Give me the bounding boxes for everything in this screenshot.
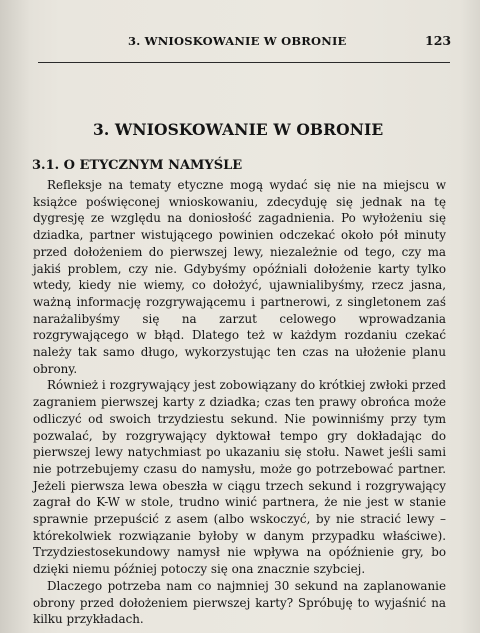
paragraph-2: Również i rozgrywający jest zobowiązany do krótkiej zwłoki przed zagraniem pierwszej karty z dziadka; czas ten prawy obrońca może odliczyć od swoich trzydziestu sekund. Nie powinniśmy przy tym pozwalać, by rozgrywający dyktował tempo gry dokładając do pierwszej lewy natychmiast po ukazaniu się stołu. Nawet jeśli sami nie potrzebujemy czasu do namysłu, może go potrzebować partner. Jeżeli pierwsza lewa obeszła w ciągu trzech sekund i rozgrywający zagrał do K-W w stole, trudno winić partnera, że nie jest w stanie sprawnie przepuścić z asem (albo wskoczyć, by nie stracić lewy – którekolwiek rozwiązanie byłoby w danym przypadku właściwe). Trzydziestosekundowy namysł nie wpływa na opóźnienie gry, bo dzięki niemu później potoczy się ona znacznie szybciej.	[33, 378, 446, 577]
header-rule	[38, 62, 450, 63]
running-header	[0, 34, 480, 54]
running-title: 3. WNIOSKOWANIE W OBRONIE	[128, 34, 347, 48]
paragraph-3: Dlaczego potrzeba nam co najmniej 30 sekund na zaplanowanie obrony przed dołożeniem pierwszej karty? Spróbuję to wyjaśnić na kilku przykładach.	[33, 578, 446, 627]
section-title: 3.1. O ETYCZNYM NAMYŚLE	[32, 158, 243, 173]
chapter-title	[0, 120, 480, 140]
paragraph-1: Refleksje na tematy etyczne mogą wydać się nie na miejscu w książce poświęconej wnioskowaniu, zdecyduję się jednak na tę dygresję ze względu na doniosłość zagadnienia. Po wyłożeniu się dziadka, partner wistującego powinien odczekać około pół minuty przed dołożeniem do pierwszej lewy, niezależnie od tego, czy ma jakiś problem, czy nie. Gdybyśmy opóźniali dołożenie karty tylko wtedy, kiedy nie wiemy, co dołożyć, ujawnialibyśmy, rzecz jasna, ważną informację rozgrywającemu i partnerowi, z singletonem zaś narażalibyśmy się na zarzut celowego wprowadzania rozgrywającego w błąd. Dlatego też w każdym rozdaniu czekać należy tak samo długo, wykorzystując ten czas na ułożenie planu obrony.	[33, 178, 446, 376]
body-text	[33, 177, 446, 628]
page-number: 123	[425, 33, 452, 48]
chapter-title-text: 3. WNIOSKOWANIE W OBRONIE	[93, 120, 384, 139]
